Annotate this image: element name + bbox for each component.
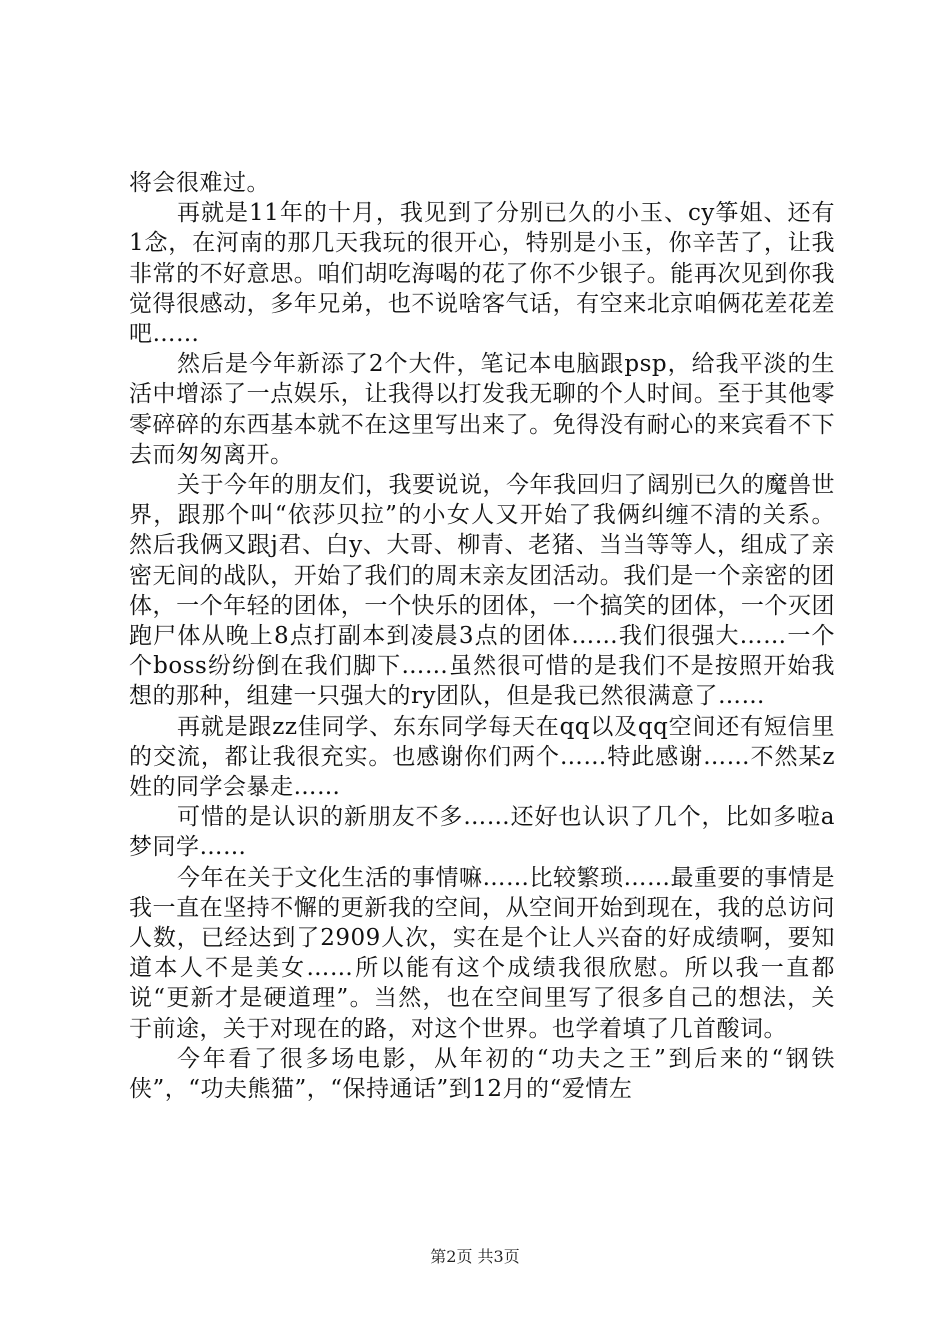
- page-number-footer: 第2页 共3页: [430, 1247, 520, 1266]
- paragraph-6: 可惜的是认识的新朋友不多……还好也认识了几个，比如多啦a梦同学……: [129, 804, 835, 861]
- document-body: [129, 168, 835, 1104]
- paragraph-3: 然后是今年新添了2个大件，笔记本电脑跟psp，给我平淡的生活中增添了一点娱乐，让我得以打发我无聊的个人时间。至于其他零零碎碎的东西基本就不在这里写出来了。免得没有耐心的来宾看不下去而匆匆离开。: [129, 351, 835, 468]
- paragraph-7: 今年在关于文化生活的事情嘛……比较繁琐……最重要的事情是我一直在坚持不懈的更新我的空间，从空间开始到现在，我的总访问人数，已经达到了2909人次，实在是个让人兴奋的好成绩啊，要知道本人不是美女……所以能有这个成绩我很欣慰。所以我一直都说“更新才是硬道理”。当然，也在空间里写了很多自己的想法，关于前途，关于对现在的路，对这个世界。也学着填了几首酸词。: [129, 864, 835, 1042]
- paragraph-5: 再就是跟zz佳同学、东东同学每天在qq以及qq空间还有短信里的交流，都让我很充实。也感谢你们两个……特此感谢……不然某z姓的同学会暴走……: [129, 713, 835, 801]
- paragraph-4: 关于今年的朋友们，我要说说，今年我回归了阔别已久的魔兽世界，跟那个叫“依莎贝拉”的小女人又开始了我俩纠缠不清的关系。然后我俩又跟j君、白y、大哥、柳青、老猪、当当等等人，组成了亲密无间的战队，开始了我们的周末亲友团活动。我们是一个亲密的团体，一个年轻的团体，一个快乐的团体，一个搞笑的团体，一个灭团跑尸体从晚上8点打副本到凌晨3点的团体……我们很强大……一个个boss纷纷倒在我们脚下……虽然很可惜的是我们不是按照开始我想的那种，组建一只强大的ry团队，但是我已然很满意了……: [129, 472, 835, 710]
- paragraph-8: 今年看了很多场电影，从年初的“功夫之王”到后来的“钢铁侠”，“功夫熊猫”，“保持通话”到12月的“爱情左: [129, 1045, 835, 1103]
- paragraph-1: 将会很难过。: [129, 170, 270, 196]
- paragraph-2: 再就是11年的十月，我见到了分别已久的小玉、cy筝姐、还有1念，在河南的那几天我玩的很开心，特别是小玉，你辛苦了，让我非常的不好意思。咱们胡吃海喝的花了你不少银子。能再次见到你我觉得很感动，多年兄弟，也不说啥客气话，有空来北京咱俩花差花差吧……: [129, 200, 835, 348]
